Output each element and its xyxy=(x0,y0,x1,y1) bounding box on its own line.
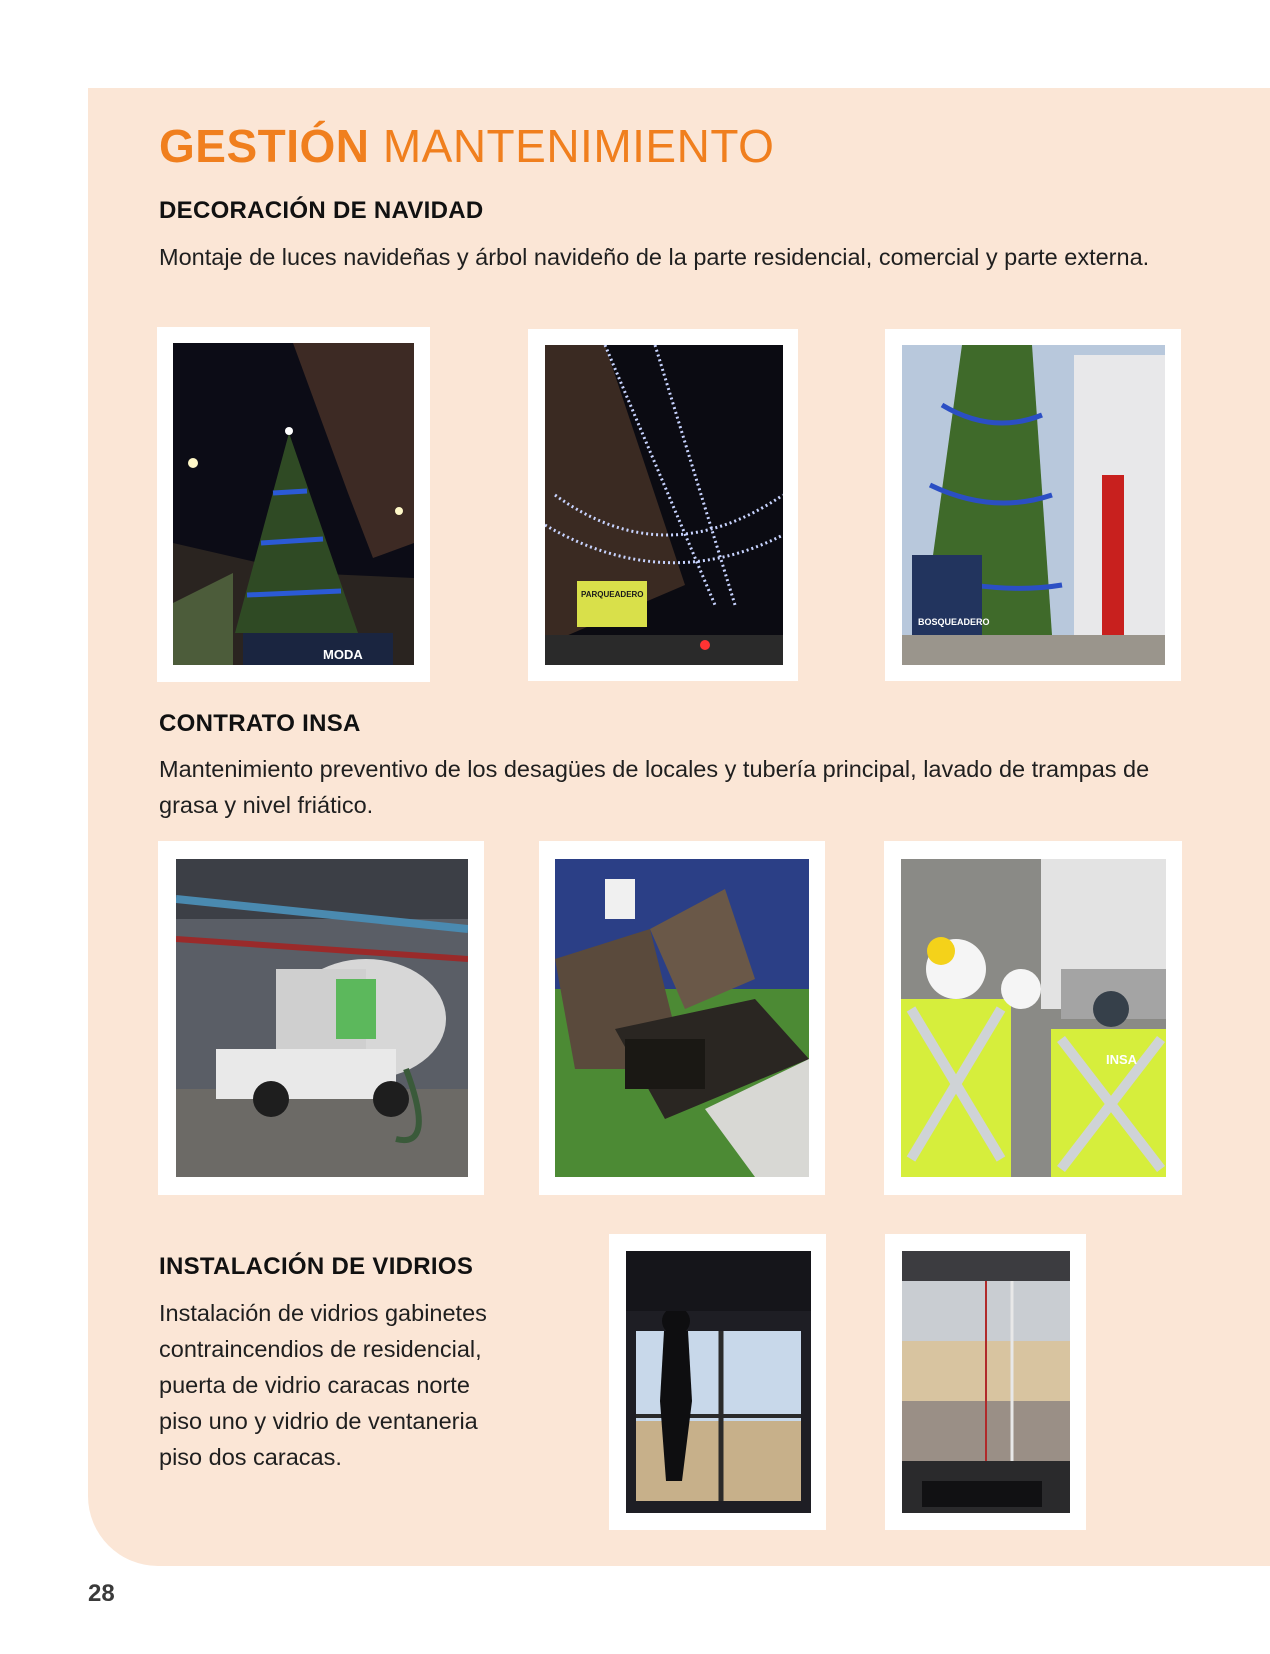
photo-label-parqueadero: PARQUEADERO xyxy=(581,590,644,599)
photo-label-moda: MODA xyxy=(323,647,363,662)
photo-christmas-tree-night xyxy=(157,327,430,682)
photo-inspection-crew xyxy=(884,841,1182,1195)
photo-tree-day xyxy=(885,329,1181,681)
photo-vacuum-truck xyxy=(158,841,484,1195)
photo-label-insa: INSA xyxy=(1106,1052,1138,1067)
photo-window-installation xyxy=(609,1234,826,1530)
section-text-vidrios: Instalación de vidrios gabinetes contraincendios de residencial, puerta de vidrio caracas norte piso uno y vidrio de ventaneria piso dos caracas. xyxy=(159,1300,487,1470)
photo-grease-trap xyxy=(539,841,825,1195)
title-bold: GESTIÓN xyxy=(159,120,370,172)
section-text-insa: Mantenimiento preventivo de los desagües de locales y tubería principal, lavado de trampas de grasa y nivel friático. xyxy=(159,756,1150,818)
title-light: MANTENIMIENTO xyxy=(382,120,775,172)
page-number: 28 xyxy=(88,1580,115,1607)
section-heading-decoracion: DECORACIÓN DE NAVIDAD xyxy=(159,197,484,224)
section-text-decoracion: Montaje de luces navideñas y árbol navideño de la parte residencial, comercial y parte externa. xyxy=(159,244,1150,270)
photo-label-bosqueadero: BOSQUEADERO xyxy=(918,617,990,627)
page-title xyxy=(159,118,774,174)
photo-glass-door xyxy=(885,1234,1086,1530)
photo-light-canopy xyxy=(528,329,798,681)
section-heading-vidrios: INSTALACIÓN DE VIDRIOS xyxy=(159,1253,474,1280)
section-heading-insa: CONTRATO INSA xyxy=(159,710,361,737)
